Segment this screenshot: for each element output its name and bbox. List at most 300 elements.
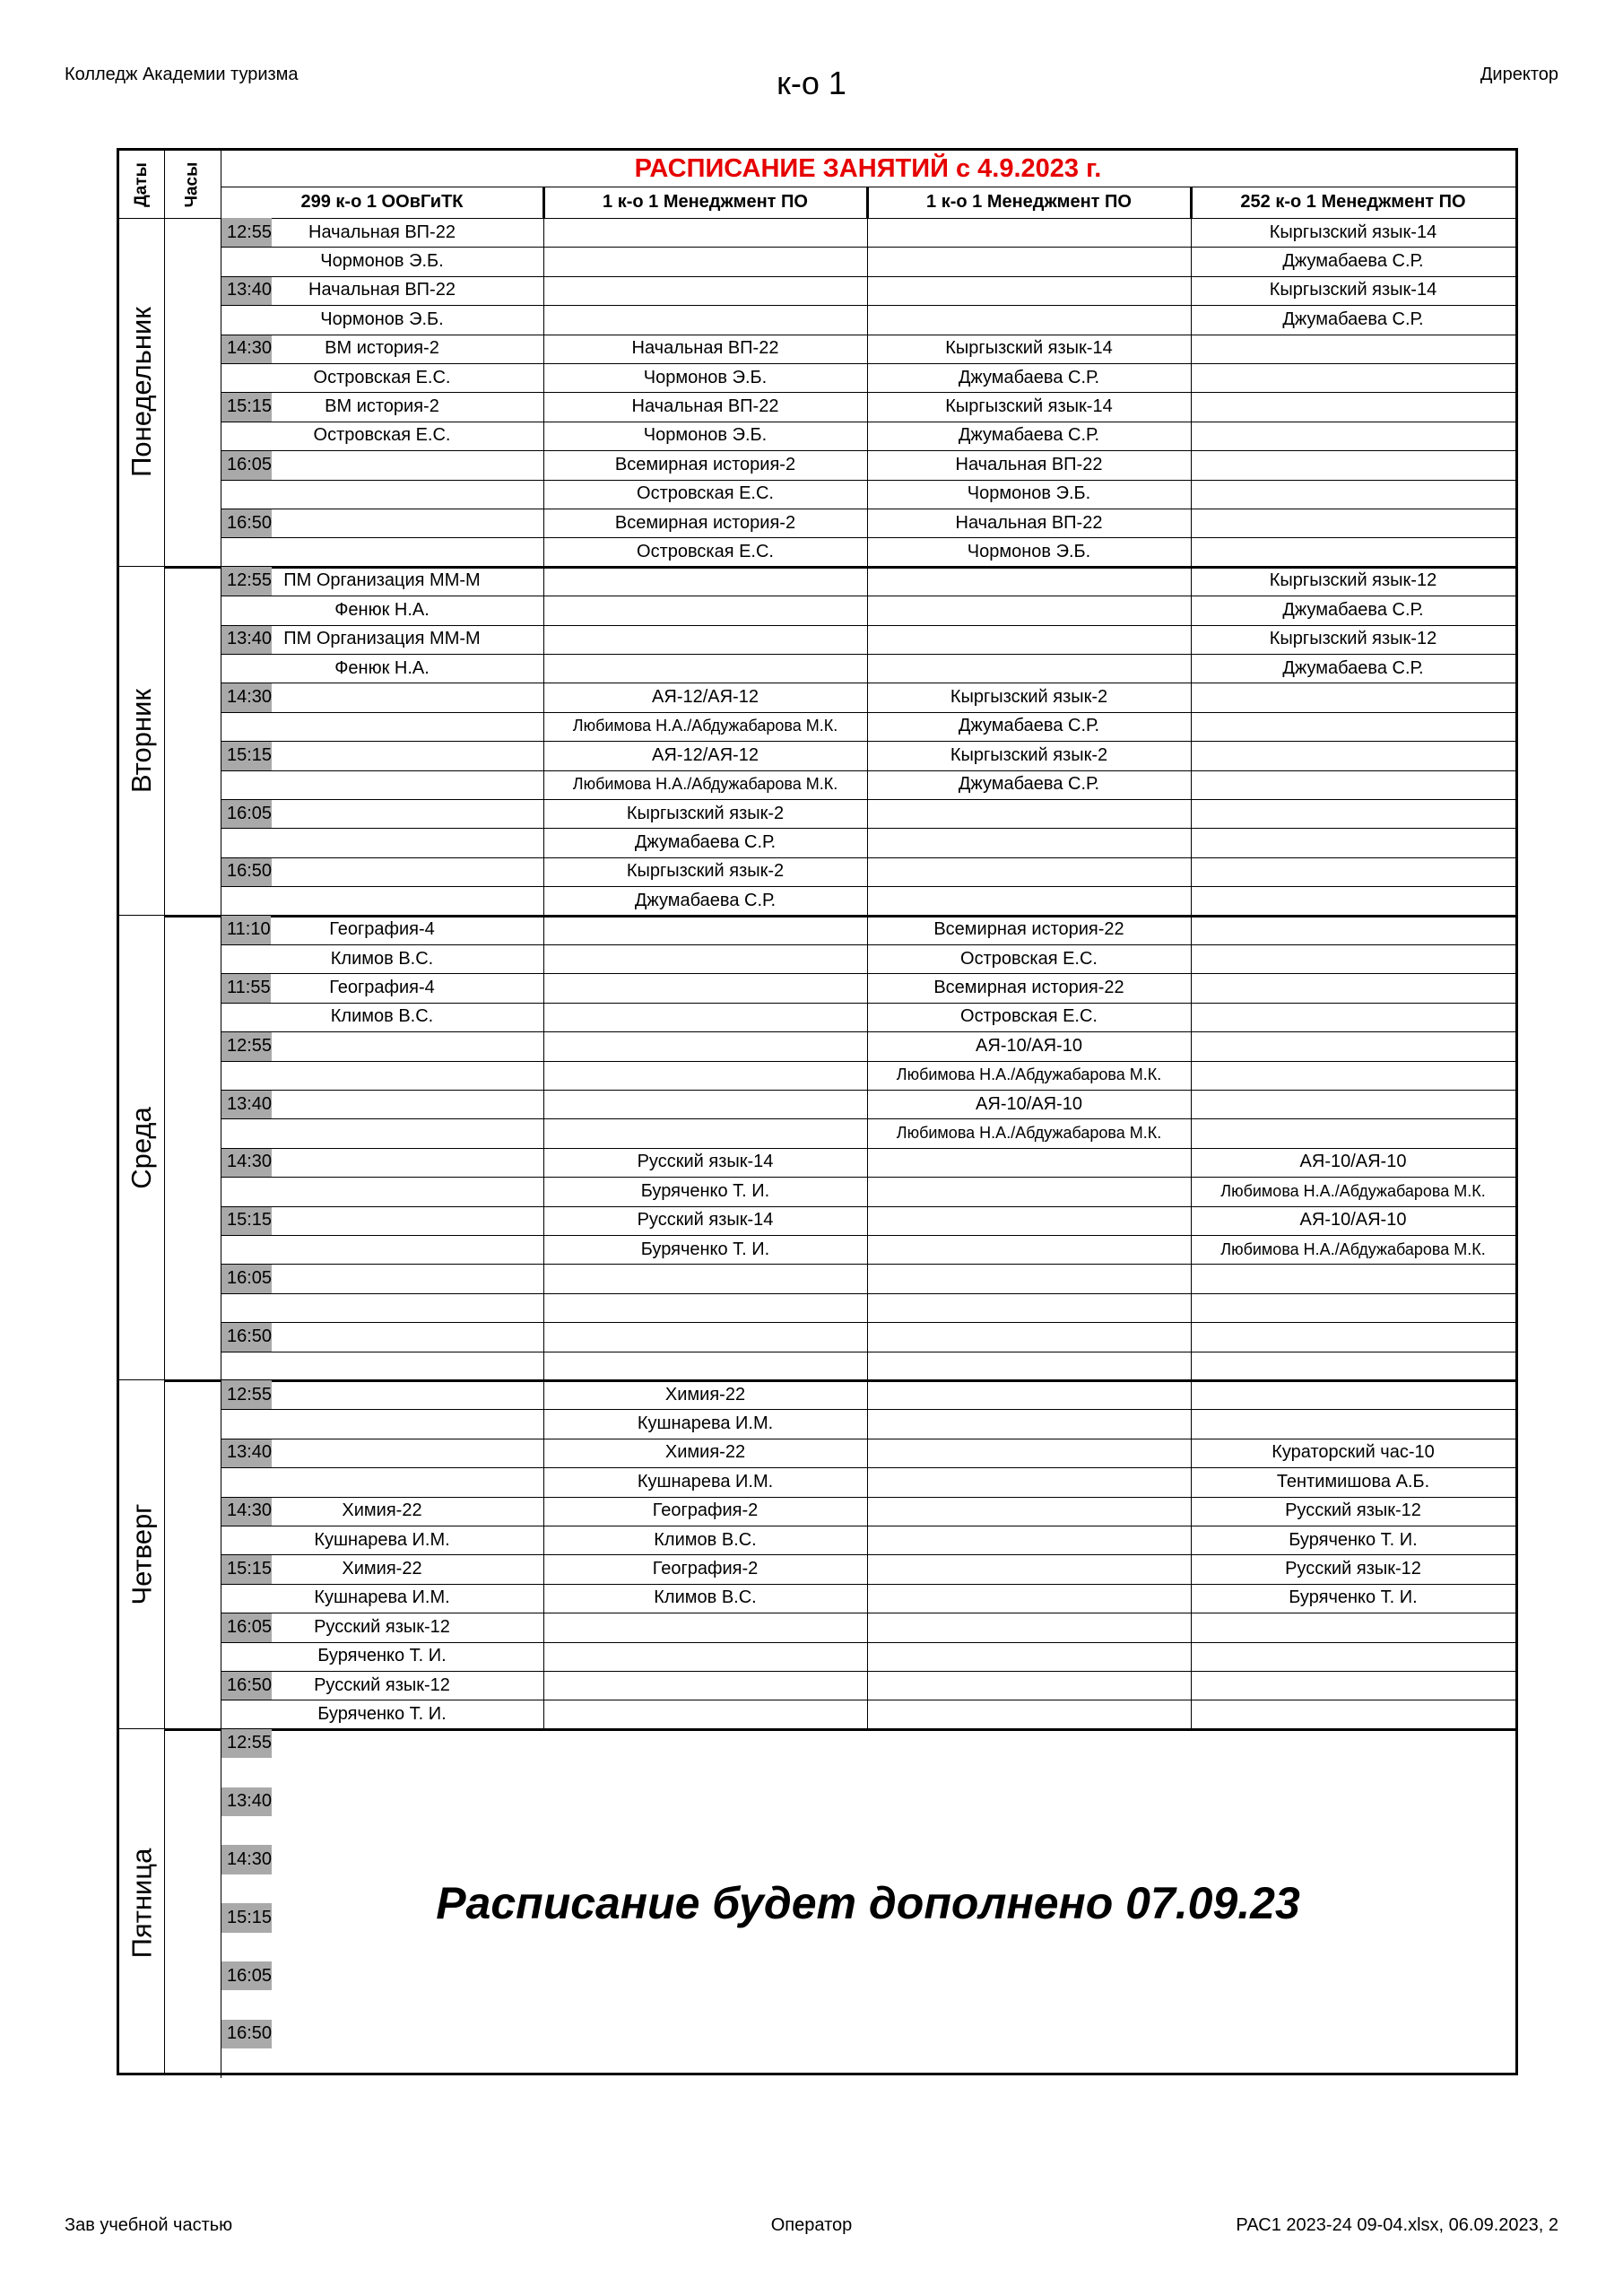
footer-operator: Оператор (770, 2215, 853, 2235)
subject-cell (867, 799, 1191, 828)
teacher-cell: Буряченко Т. И. (1289, 1587, 1418, 1608)
teacher-cell (221, 1061, 543, 1090)
teacher-cell: Любимова Н.А./Абдужабарова М.К. (572, 717, 838, 735)
subject-cell (867, 1206, 1191, 1235)
row-line (221, 799, 1515, 800)
footer-file-info: РАС1 2023-24 09-04.xlsx, 06.09.2023, 2 (1236, 2215, 1558, 2235)
day-label-0 (119, 218, 164, 567)
teacher-cell (867, 828, 1191, 857)
subject-cell (543, 276, 867, 305)
teacher-cell (221, 1235, 543, 1264)
subject-cell: Русский язык-12 (314, 1616, 450, 1637)
subject-cell (1191, 916, 1515, 944)
subject-cell: Химия-22 (342, 1500, 422, 1521)
time-cell: 14:30 (221, 1845, 272, 1874)
subject-cell (543, 625, 867, 654)
subject-cell (543, 1613, 867, 1641)
row-line (221, 1031, 1515, 1032)
subject-cell: АЯ-12/АЯ-12 (652, 687, 759, 708)
header-hours-text: Часы (182, 161, 202, 207)
subject-cell (221, 683, 543, 711)
subject-cell: ВМ история-2 (325, 396, 439, 417)
day-name: Четверг (126, 1503, 158, 1605)
time-cell: 16:50 (221, 2020, 272, 2048)
subject-cell: АЯ-10/АЯ-10 (976, 1093, 1082, 1114)
teacher-cell (1191, 537, 1515, 566)
subject-cell: Начальная ВП-22 (955, 454, 1103, 474)
subject-cell (221, 1090, 543, 1118)
column-line (867, 916, 868, 1380)
teacher-cell (543, 247, 867, 275)
teacher-cell: Кушнарева И.М. (314, 1587, 450, 1608)
subject-cell: Всемирная история-2 (614, 512, 796, 533)
teacher-cell: Климов В.С. (330, 948, 434, 969)
subject-cell: Кыргызский язык-2 (950, 687, 1108, 708)
teacher-cell: Буряченко Т. И. (640, 1180, 770, 1201)
teacher-cell (543, 654, 867, 683)
time-cell: 14:30 (221, 1497, 272, 1526)
teacher-cell: Джумабаева С.Р. (1282, 309, 1424, 329)
teacher-cell: Островская Е.С. (637, 542, 774, 562)
time-cell: 15:15 (221, 392, 272, 421)
header-room: к-о 1 (777, 65, 846, 101)
subject-cell (221, 1439, 543, 1467)
row-line (221, 1467, 1515, 1468)
subject-cell: Кыргызский язык-14 (1269, 280, 1437, 300)
subject-cell (543, 973, 867, 1002)
subject-cell: Кыргызский язык-2 (626, 861, 785, 882)
teacher-cell (1191, 1003, 1515, 1031)
subject-cell (1191, 509, 1515, 537)
teacher-cell (1191, 1352, 1515, 1380)
teacher-cell: Чормонов Э.Б. (643, 425, 768, 446)
subject-cell (1191, 973, 1515, 1002)
teacher-cell: Буряченко Т. И. (1289, 1529, 1418, 1550)
teacher-cell: Любимова Н.А./Абдужабарова М.К. (572, 775, 838, 794)
subject-cell: Русский язык-12 (314, 1674, 450, 1695)
subject-cell (221, 509, 543, 537)
teacher-cell (867, 1700, 1191, 1728)
teacher-cell (867, 886, 1191, 915)
subject-cell (221, 1264, 543, 1292)
subject-cell (1191, 1613, 1515, 1641)
day-label-3 (119, 1380, 164, 1729)
row-line (221, 1090, 1515, 1091)
column-line (543, 916, 544, 1380)
teacher-cell (867, 1526, 1191, 1554)
subject-cell: Кыргызский язык-12 (1269, 570, 1437, 591)
subject-cell (1191, 799, 1515, 828)
teacher-cell (221, 828, 543, 857)
column-line (867, 567, 868, 916)
row-line (221, 1322, 1515, 1323)
teacher-cell (543, 305, 867, 334)
subject-cell (867, 1554, 1191, 1583)
subject-cell: Русский язык-14 (637, 1210, 774, 1231)
row-line (221, 480, 1515, 481)
row-line (221, 363, 1515, 364)
subject-cell (867, 276, 1191, 305)
subject-cell: Всемирная история-2 (614, 454, 796, 474)
teacher-cell (221, 1467, 543, 1496)
subject-cell (543, 1031, 867, 1060)
teacher-cell: Фенюк Н.А. (334, 657, 430, 678)
teacher-cell (543, 596, 867, 624)
subject-cell: Кураторский час-10 (1271, 1442, 1435, 1463)
row-line (221, 450, 1515, 451)
row-line (221, 1177, 1515, 1178)
subject-cell: АЯ-10/АЯ-10 (1299, 1210, 1407, 1231)
teacher-cell (543, 1700, 867, 1728)
subject-cell: АЯ-12/АЯ-12 (652, 744, 759, 765)
subject-cell (221, 1206, 543, 1235)
teacher-cell (867, 1467, 1191, 1496)
teacher-cell: Буряченко Т. И. (640, 1239, 770, 1259)
column-line (867, 1380, 868, 1729)
teacher-cell (543, 944, 867, 973)
subject-cell: Химия-22 (664, 1384, 746, 1405)
teacher-cell (1191, 1700, 1515, 1728)
teacher-cell (221, 1352, 543, 1380)
teacher-cell: Чормонов Э.Б. (643, 367, 768, 387)
teacher-cell (543, 1293, 867, 1322)
teacher-cell (543, 1642, 867, 1671)
row-line (221, 944, 1515, 945)
teacher-cell (867, 1584, 1191, 1613)
subject-cell (867, 1671, 1191, 1700)
teacher-cell: Островская Е.С. (960, 1006, 1098, 1027)
subject-cell (543, 1090, 867, 1118)
teacher-cell (1191, 1409, 1515, 1438)
subject-cell: ПМ Организация ММ-М (283, 629, 481, 649)
subject-cell: Химия-22 (342, 1559, 422, 1579)
subject-cell: Всемирная история-22 (933, 919, 1124, 940)
day-name: Вторник (126, 689, 158, 794)
column-line (867, 218, 868, 567)
header-college-name: Колледж Академии туризма (65, 65, 299, 84)
row-line (221, 1584, 1515, 1585)
teacher-cell (1191, 1293, 1515, 1322)
teacher-cell: Чормонов Э.Б. (967, 542, 1091, 562)
day-name: Среда (126, 1107, 157, 1189)
teacher-cell (1191, 363, 1515, 392)
teacher-cell (543, 1118, 867, 1147)
time-cell: 16:05 (221, 799, 272, 828)
column-line (543, 1380, 544, 1729)
teacher-cell (543, 1352, 867, 1380)
teacher-cell (1191, 480, 1515, 509)
header-dates-label (119, 151, 164, 218)
header-dates-text: Даты (131, 161, 151, 207)
teacher-cell (867, 1235, 1191, 1264)
teacher-cell: Любимова Н.А./Абдужабарова М.К. (896, 1124, 1162, 1143)
time-cell: 12:55 (221, 567, 272, 596)
subject-cell: Кыргызский язык-12 (1269, 629, 1437, 649)
time-cell: 15:15 (221, 741, 272, 770)
subject-cell: Кыргызский язык-2 (950, 744, 1108, 765)
subject-cell (221, 1380, 543, 1409)
teacher-cell (867, 596, 1191, 624)
subject-cell (543, 1671, 867, 1700)
group-header: 252 к-о 1 Менеджмент ПО (1240, 192, 1466, 212)
subject-cell: Начальная ВП-22 (308, 280, 456, 300)
teacher-cell (867, 305, 1191, 334)
row-line (221, 770, 1515, 771)
teacher-cell: Любимова Н.А./Абдужабарова М.К. (896, 1065, 1162, 1084)
teacher-cell (221, 886, 543, 915)
teacher-cell (1191, 828, 1515, 857)
subject-cell (1191, 450, 1515, 479)
subject-cell (867, 625, 1191, 654)
column-line (1191, 1380, 1192, 1729)
day-label-1 (119, 567, 164, 916)
subject-cell (1191, 392, 1515, 421)
row-line (221, 1554, 1515, 1555)
teacher-cell (221, 1177, 543, 1205)
time-cell: 16:50 (221, 1322, 272, 1351)
subject-cell (221, 450, 543, 479)
time-cell: 14:30 (221, 1148, 272, 1177)
teacher-cell (221, 1409, 543, 1438)
teacher-cell: Джумабаева С.Р. (958, 716, 1100, 736)
teacher-cell (1191, 770, 1515, 799)
row-line (221, 1497, 1515, 1498)
subject-cell: Кыргызский язык-2 (626, 803, 785, 823)
row-line (221, 1264, 1515, 1265)
column-line (1191, 916, 1192, 1380)
teacher-cell (221, 537, 543, 566)
row-line (221, 1409, 1515, 1410)
row-line (221, 1003, 1515, 1004)
footer-deputy: Зав учебной частью (65, 2215, 233, 2235)
teacher-cell (867, 1293, 1191, 1322)
header-director: Директор (1480, 65, 1558, 84)
subject-cell (221, 857, 543, 886)
subject-cell (221, 1031, 543, 1060)
teacher-cell (1191, 1061, 1515, 1090)
subject-cell (543, 916, 867, 944)
teacher-cell: Джумабаева С.Р. (634, 832, 777, 853)
row-line (221, 1642, 1515, 1643)
subject-cell: Русский язык-12 (1285, 1559, 1421, 1579)
row-line (221, 973, 1515, 974)
subject-cell: Химия-22 (664, 1442, 746, 1463)
subject-cell: Кыргызский язык-14 (945, 396, 1113, 417)
subject-cell (543, 218, 867, 247)
row-line (221, 305, 1515, 306)
time-cell: 13:40 (221, 276, 272, 305)
time-cell: 12:55 (221, 218, 272, 247)
subject-cell (221, 741, 543, 770)
subject-cell (543, 1322, 867, 1351)
teacher-cell (1191, 944, 1515, 973)
teacher-cell: Климов В.С. (654, 1529, 757, 1550)
group-header: 299 к-о 1 ООвГиТК (300, 192, 464, 212)
subject-cell: Начальная ВП-22 (631, 338, 779, 359)
group-header: 1 к-о 1 Менеджмент ПО (926, 192, 1132, 212)
time-cell: 13:40 (221, 1787, 272, 1816)
day-name: Пятница (126, 1848, 158, 1959)
subject-cell (867, 567, 1191, 596)
teacher-cell: Островская Е.С. (313, 425, 451, 446)
teacher-cell: Чормонов Э.Б. (320, 309, 444, 329)
subject-cell: География-4 (329, 978, 435, 998)
column-line (1191, 567, 1192, 916)
time-cell: 16:05 (221, 1264, 272, 1292)
teacher-cell: Кушнарева И.М. (637, 1413, 774, 1434)
subject-cell (867, 1439, 1191, 1467)
subject-cell: Начальная ВП-22 (308, 222, 456, 242)
subject-cell: АЯ-10/АЯ-10 (976, 1035, 1082, 1056)
subject-cell: ВМ история-2 (325, 338, 439, 359)
row-line (221, 276, 1515, 277)
time-cell: 13:40 (221, 1090, 272, 1118)
row-line (221, 1118, 1515, 1119)
row-line (221, 857, 1515, 858)
teacher-cell: Климов В.С. (330, 1006, 434, 1027)
column-line (543, 567, 544, 916)
subject-cell (867, 857, 1191, 886)
subject-cell: Начальная ВП-22 (955, 512, 1103, 533)
teacher-cell: Буряченко Т. И. (317, 1646, 447, 1666)
teacher-cell (867, 1642, 1191, 1671)
teacher-cell: Островская Е.С. (313, 367, 451, 387)
group-header-divider (542, 187, 545, 218)
row-line (221, 537, 1515, 538)
subject-cell (1191, 335, 1515, 363)
teacher-cell (867, 654, 1191, 683)
subject-cell (867, 1322, 1191, 1351)
time-cell: 14:30 (221, 683, 272, 711)
teacher-cell (543, 1003, 867, 1031)
time-cell: 16:05 (221, 450, 272, 479)
teacher-cell: Кушнарева И.М. (637, 1471, 774, 1492)
time-cell: 15:15 (221, 1206, 272, 1235)
time-cell: 16:05 (221, 1961, 272, 1990)
column-line (1191, 218, 1192, 567)
teacher-cell: Джумабаева С.Р. (1282, 599, 1424, 620)
group-header-divider (1190, 187, 1193, 218)
subject-cell (1191, 1322, 1515, 1351)
subject-cell: Русский язык-14 (637, 1152, 774, 1172)
schedule-title: РАСПИСАНИЕ ЗАНЯТИЙ с 4.9.2023 г. (634, 153, 1102, 183)
time-cell: 16:50 (221, 857, 272, 886)
teacher-cell: Джумабаева С.Р. (634, 890, 777, 910)
row-line (221, 828, 1515, 829)
row-line (221, 1148, 1515, 1149)
subject-cell (1191, 741, 1515, 770)
time-cell: 13:40 (221, 625, 272, 654)
teacher-cell: Любимова Н.А./Абдужабарова М.К. (1220, 1181, 1486, 1200)
subject-cell: Кыргызский язык-14 (945, 338, 1113, 359)
time-cell: 14:30 (221, 335, 272, 363)
teacher-cell (221, 1118, 543, 1147)
subject-cell (1191, 1380, 1515, 1409)
time-cell: 11:10 (221, 916, 271, 944)
teacher-cell (221, 480, 543, 509)
schedule-note: Расписание будет дополнено 07.09.23 (436, 1878, 1300, 1929)
teacher-cell (543, 1061, 867, 1090)
time-cell: 13:40 (221, 1439, 272, 1467)
row-line (221, 247, 1515, 248)
subject-cell: География-4 (329, 919, 435, 940)
subject-cell: Начальная ВП-22 (631, 396, 779, 417)
teacher-cell: Джумабаева С.Р. (958, 774, 1100, 795)
teacher-cell: Фенюк Н.А. (334, 599, 430, 620)
teacher-cell: Островская Е.С. (637, 483, 774, 504)
day-name: Понедельник (126, 307, 157, 478)
teacher-cell (221, 770, 543, 799)
subject-cell (543, 567, 867, 596)
subject-cell (867, 1148, 1191, 1177)
row-line (221, 886, 1515, 887)
subject-cell (221, 799, 543, 828)
teacher-cell (1191, 1118, 1515, 1147)
teacher-cell: Джумабаева С.Р. (1282, 251, 1424, 272)
subject-cell: АЯ-10/АЯ-10 (1299, 1152, 1407, 1172)
subject-cell (1191, 1264, 1515, 1292)
teacher-cell (1191, 1642, 1515, 1671)
row-line (221, 654, 1515, 655)
row-line (221, 741, 1515, 742)
subject-cell (543, 1264, 867, 1292)
subject-cell (1191, 857, 1515, 886)
teacher-cell (221, 1293, 543, 1322)
teacher-cell (1191, 886, 1515, 915)
time-cell: 12:55 (221, 1729, 272, 1758)
row-line (221, 625, 1515, 626)
subject-cell (221, 1148, 543, 1177)
row-line (221, 1671, 1515, 1672)
teacher-cell (867, 1409, 1191, 1438)
time-cell: 16:05 (221, 1613, 272, 1641)
teacher-cell: Джумабаева С.Р. (958, 425, 1100, 446)
subject-cell (867, 218, 1191, 247)
row-line (221, 1061, 1515, 1062)
teacher-cell: Чормонов Э.Б. (967, 483, 1091, 504)
subject-cell (1191, 1671, 1515, 1700)
subject-cell (221, 1322, 543, 1351)
subject-cell: География-2 (652, 1559, 759, 1579)
time-cell: 15:15 (221, 1554, 272, 1583)
teacher-cell: Климов В.С. (654, 1587, 757, 1608)
time-cell: 16:50 (221, 1671, 272, 1700)
subject-cell (867, 1380, 1191, 1409)
teacher-cell: Джумабаева С.Р. (1282, 657, 1424, 678)
time-cell: 15:15 (221, 1903, 272, 1932)
subject-cell: Всемирная история-22 (933, 978, 1124, 998)
subject-cell (1191, 1031, 1515, 1060)
row-line (221, 1206, 1515, 1207)
teacher-cell (1191, 712, 1515, 741)
subject-cell: ПМ Организация ММ-М (283, 570, 481, 591)
teacher-cell (221, 712, 543, 741)
group-header-divider (866, 187, 869, 218)
teacher-cell: Буряченко Т. И. (317, 1704, 447, 1725)
teacher-cell: Островская Е.С. (960, 948, 1098, 969)
subject-cell (867, 1497, 1191, 1526)
header-hours-label (164, 151, 221, 218)
row-line (221, 712, 1515, 713)
teacher-cell (867, 1352, 1191, 1380)
teacher-cell: Тентимишова А.Б. (1276, 1471, 1430, 1492)
subject-cell: Кыргызский язык-14 (1269, 222, 1437, 242)
subject-cell: География-2 (652, 1500, 759, 1521)
row-line (221, 1235, 1515, 1236)
teacher-cell: Джумабаева С.Р. (958, 367, 1100, 387)
teacher-cell (867, 247, 1191, 275)
subject-cell (867, 1264, 1191, 1292)
